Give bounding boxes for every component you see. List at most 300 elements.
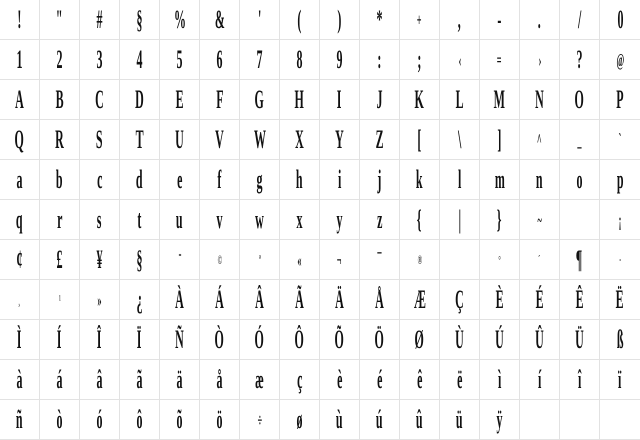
glyph-cell[interactable] bbox=[440, 120, 480, 160]
glyph-character: T bbox=[135, 124, 144, 154]
glyph-cell[interactable] bbox=[80, 240, 120, 280]
glyph-character: ? bbox=[576, 44, 583, 74]
glyph-cell[interactable] bbox=[120, 200, 160, 240]
glyph-character: Û bbox=[535, 324, 544, 354]
glyph-cell[interactable] bbox=[440, 400, 480, 440]
glyph-character: z bbox=[376, 204, 383, 234]
glyph-cell[interactable] bbox=[400, 40, 440, 80]
glyph-cell[interactable] bbox=[520, 120, 560, 160]
glyph-character: î bbox=[577, 364, 582, 394]
glyph-character: , bbox=[458, 4, 461, 34]
glyph-cell[interactable] bbox=[360, 200, 400, 240]
glyph-cell[interactable] bbox=[600, 280, 640, 320]
glyph-cell[interactable] bbox=[0, 40, 40, 80]
glyph-character: " bbox=[56, 4, 63, 34]
glyph-character: c bbox=[96, 164, 103, 194]
glyph-cell[interactable] bbox=[280, 120, 320, 160]
glyph-character: Z bbox=[375, 124, 384, 154]
glyph-character: Ñ bbox=[175, 324, 184, 354]
glyph-character: Ç bbox=[455, 284, 464, 314]
glyph-cell[interactable] bbox=[480, 280, 520, 320]
glyph-character: . bbox=[538, 4, 541, 34]
glyph-cell[interactable] bbox=[240, 80, 280, 120]
glyph-character: ß bbox=[616, 324, 624, 354]
glyph-character: Ö bbox=[374, 324, 385, 354]
glyph-cell[interactable] bbox=[160, 400, 200, 440]
glyph-cell[interactable] bbox=[240, 0, 280, 40]
glyph-cell[interactable] bbox=[120, 80, 160, 120]
glyph-cell[interactable] bbox=[80, 320, 120, 360]
glyph-character: % bbox=[173, 4, 186, 34]
glyph-character: Ã bbox=[295, 284, 304, 314]
glyph-character: @ bbox=[616, 49, 624, 70]
glyph-cell[interactable] bbox=[560, 200, 600, 240]
glyph-cell[interactable] bbox=[80, 40, 120, 80]
glyph-character: ( bbox=[297, 4, 302, 34]
glyph-cell[interactable] bbox=[160, 360, 200, 400]
glyph-cell[interactable] bbox=[520, 80, 560, 120]
glyph-character: M bbox=[493, 84, 506, 114]
glyph-character: ; bbox=[417, 44, 422, 74]
glyph-character: u bbox=[176, 204, 183, 234]
glyph-character: ¡ bbox=[618, 209, 622, 230]
glyph-cell[interactable] bbox=[400, 320, 440, 360]
glyph-cell[interactable] bbox=[120, 360, 160, 400]
glyph-character: ê bbox=[416, 364, 423, 394]
glyph-character: ú bbox=[376, 404, 383, 434]
glyph-cell[interactable] bbox=[80, 200, 120, 240]
glyph-cell[interactable] bbox=[600, 80, 640, 120]
glyph-character: Ó bbox=[254, 324, 265, 354]
glyph-cell[interactable] bbox=[320, 240, 360, 280]
glyph-cell[interactable] bbox=[280, 280, 320, 320]
glyph-character: ö bbox=[216, 404, 223, 434]
glyph-character: * bbox=[376, 4, 383, 34]
glyph-cell[interactable] bbox=[400, 0, 440, 40]
glyph-character: s bbox=[97, 204, 102, 234]
glyph-cell[interactable] bbox=[440, 200, 480, 240]
glyph-character: h bbox=[296, 164, 303, 194]
glyph-character: Ê bbox=[575, 284, 584, 314]
glyph-character: J bbox=[376, 84, 383, 114]
glyph-character: V bbox=[215, 124, 224, 154]
glyph-character: S bbox=[96, 124, 103, 154]
glyph-cell[interactable] bbox=[0, 280, 40, 320]
glyph-cell[interactable] bbox=[360, 280, 400, 320]
glyph-character: · bbox=[619, 252, 621, 267]
glyph-character: Á bbox=[215, 284, 224, 314]
glyph-cell[interactable] bbox=[400, 120, 440, 160]
glyph-character: H bbox=[294, 84, 305, 114]
glyph-cell[interactable] bbox=[320, 360, 360, 400]
glyph-character: 4 bbox=[136, 44, 143, 74]
glyph-character: # bbox=[96, 4, 103, 34]
glyph-character: 0 bbox=[617, 4, 623, 34]
glyph-cell[interactable] bbox=[0, 120, 40, 160]
glyph-cell[interactable] bbox=[440, 0, 480, 40]
glyph-cell[interactable] bbox=[40, 280, 80, 320]
glyph-cell[interactable] bbox=[200, 320, 240, 360]
glyph-character: ] bbox=[497, 124, 502, 154]
glyph-character: ¬ bbox=[337, 249, 342, 270]
glyph-cell[interactable] bbox=[280, 400, 320, 440]
glyph-character: d bbox=[136, 164, 143, 194]
glyph-cell[interactable] bbox=[360, 320, 400, 360]
glyph-character: B bbox=[55, 84, 64, 114]
glyph-cell[interactable] bbox=[440, 40, 480, 80]
glyph-character: C bbox=[95, 84, 104, 114]
glyph-character: ü bbox=[456, 404, 463, 434]
glyph-cell[interactable] bbox=[40, 0, 80, 40]
glyph-cell[interactable] bbox=[0, 360, 40, 400]
glyph-cell[interactable] bbox=[200, 400, 240, 440]
glyph-cell[interactable] bbox=[560, 240, 600, 280]
glyph-cell[interactable] bbox=[160, 120, 200, 160]
glyph-character: í bbox=[537, 364, 542, 394]
glyph-character: Å bbox=[375, 284, 384, 314]
glyph-character: l bbox=[457, 164, 462, 194]
glyph-character: ª bbox=[258, 252, 261, 267]
glyph-cell[interactable] bbox=[480, 320, 520, 360]
glyph-character: L bbox=[455, 84, 464, 114]
glyph-cell[interactable] bbox=[40, 40, 80, 80]
glyph-cell[interactable] bbox=[320, 160, 360, 200]
glyph-cell[interactable] bbox=[560, 320, 600, 360]
glyph-character: 1 bbox=[16, 44, 23, 74]
glyph-character: å bbox=[216, 364, 223, 394]
glyph-cell[interactable] bbox=[40, 120, 80, 160]
glyph-character: ï bbox=[618, 364, 622, 394]
glyph-cell[interactable] bbox=[80, 80, 120, 120]
glyph-character: ô bbox=[136, 404, 143, 434]
glyph-cell[interactable] bbox=[560, 0, 600, 40]
glyph-cell[interactable] bbox=[200, 200, 240, 240]
glyph-cell[interactable] bbox=[40, 360, 80, 400]
glyph-character: W bbox=[253, 124, 266, 154]
glyph-character: + bbox=[417, 9, 422, 30]
glyph-cell[interactable] bbox=[200, 0, 240, 40]
glyph-cell[interactable] bbox=[280, 360, 320, 400]
glyph-cell[interactable] bbox=[520, 200, 560, 240]
glyph-cell[interactable] bbox=[200, 160, 240, 200]
glyph-cell[interactable] bbox=[520, 240, 560, 280]
glyph-cell[interactable] bbox=[600, 360, 640, 400]
glyph-character: ÿ bbox=[496, 404, 503, 434]
glyph-character: Î bbox=[97, 324, 102, 354]
glyph-cell[interactable] bbox=[240, 400, 280, 440]
glyph-cell[interactable] bbox=[80, 160, 120, 200]
glyph-character: A bbox=[15, 84, 24, 114]
glyph-cell[interactable] bbox=[160, 240, 200, 280]
glyph-cell[interactable] bbox=[200, 120, 240, 160]
glyph-cell[interactable] bbox=[240, 240, 280, 280]
glyph-character: ¶ bbox=[576, 244, 583, 274]
glyph-character: æ bbox=[255, 364, 264, 394]
glyph-cell[interactable] bbox=[400, 200, 440, 240]
glyph-cell[interactable] bbox=[160, 200, 200, 240]
glyph-cell[interactable] bbox=[40, 160, 80, 200]
glyph-cell[interactable] bbox=[400, 280, 440, 320]
glyph-cell[interactable] bbox=[520, 160, 560, 200]
glyph-cell[interactable] bbox=[0, 160, 40, 200]
glyph-cell[interactable] bbox=[80, 360, 120, 400]
glyph-character: ì bbox=[497, 364, 502, 394]
glyph-cell[interactable] bbox=[600, 400, 640, 440]
glyph-character: ó bbox=[96, 404, 103, 434]
glyph-cell[interactable] bbox=[360, 400, 400, 440]
glyph-character: i bbox=[337, 164, 342, 194]
glyph-cell[interactable] bbox=[400, 240, 440, 280]
glyph-cell[interactable] bbox=[480, 0, 520, 40]
glyph-cell[interactable] bbox=[200, 360, 240, 400]
glyph-character: o bbox=[576, 164, 583, 194]
glyph-character: n bbox=[536, 164, 543, 194]
glyph-character: ù bbox=[336, 404, 343, 434]
glyph-cell[interactable] bbox=[120, 320, 160, 360]
glyph-character: › bbox=[538, 49, 541, 70]
glyph-cell[interactable] bbox=[600, 160, 640, 200]
glyph-cell[interactable] bbox=[600, 0, 640, 40]
glyph-character: § bbox=[136, 244, 143, 274]
glyph-cell[interactable] bbox=[80, 120, 120, 160]
glyph-character: Â bbox=[255, 284, 264, 314]
glyph-cell[interactable] bbox=[360, 0, 400, 40]
glyph-cell[interactable] bbox=[320, 0, 360, 40]
glyph-character: 2 bbox=[56, 44, 63, 74]
glyph-character: Ü bbox=[575, 324, 584, 354]
glyph-cell[interactable] bbox=[0, 0, 40, 40]
glyph-cell[interactable] bbox=[0, 400, 40, 440]
glyph-cell[interactable] bbox=[120, 400, 160, 440]
glyph-character: Ä bbox=[335, 284, 344, 314]
glyph-character: G bbox=[254, 84, 265, 114]
glyph-character: ç bbox=[296, 364, 303, 394]
glyph-cell[interactable] bbox=[360, 160, 400, 200]
glyph-cell[interactable] bbox=[520, 280, 560, 320]
glyph-cell[interactable] bbox=[160, 160, 200, 200]
glyph-cell[interactable] bbox=[320, 80, 360, 120]
glyph-cell[interactable] bbox=[440, 160, 480, 200]
glyph-cell[interactable] bbox=[440, 240, 480, 280]
glyph-cell[interactable] bbox=[320, 320, 360, 360]
glyph-cell[interactable] bbox=[360, 80, 400, 120]
glyph-cell[interactable] bbox=[0, 80, 40, 120]
glyph-character: r bbox=[56, 204, 63, 234]
glyph-character: b bbox=[56, 164, 63, 194]
glyph-cell[interactable] bbox=[120, 280, 160, 320]
glyph-cell[interactable] bbox=[320, 200, 360, 240]
glyph-cell[interactable] bbox=[40, 200, 80, 240]
glyph-character: K bbox=[414, 84, 425, 114]
glyph-cell[interactable] bbox=[520, 360, 560, 400]
glyph-cell[interactable] bbox=[40, 80, 80, 120]
glyph-character: ! bbox=[17, 4, 22, 34]
glyph-cell[interactable] bbox=[120, 0, 160, 40]
glyph-cell[interactable] bbox=[560, 40, 600, 80]
glyph-cell[interactable] bbox=[600, 40, 640, 80]
glyph-cell[interactable] bbox=[0, 320, 40, 360]
glyph-cell[interactable] bbox=[240, 200, 280, 240]
glyph-cell[interactable] bbox=[440, 360, 480, 400]
glyph-cell[interactable] bbox=[240, 360, 280, 400]
glyph-character: q bbox=[16, 204, 23, 234]
glyph-cell[interactable] bbox=[520, 320, 560, 360]
glyph-character: k bbox=[416, 164, 423, 194]
glyph-cell[interactable] bbox=[200, 40, 240, 80]
glyph-cell[interactable] bbox=[480, 160, 520, 200]
glyph-cell[interactable] bbox=[240, 160, 280, 200]
glyph-cell[interactable] bbox=[440, 280, 480, 320]
glyph-character: ¸ bbox=[18, 292, 21, 307]
glyph-cell[interactable] bbox=[200, 240, 240, 280]
glyph-cell[interactable] bbox=[200, 80, 240, 120]
glyph-cell[interactable] bbox=[240, 280, 280, 320]
glyph-cell[interactable] bbox=[440, 320, 480, 360]
glyph-cell[interactable] bbox=[320, 400, 360, 440]
glyph-character: 3 bbox=[96, 44, 103, 74]
glyph-character: N bbox=[535, 84, 544, 114]
glyph-cell[interactable] bbox=[280, 0, 320, 40]
glyph-character: & bbox=[214, 4, 225, 34]
glyph-character: ´ bbox=[538, 252, 541, 267]
glyph-cell[interactable] bbox=[80, 400, 120, 440]
glyph-cell[interactable] bbox=[480, 80, 520, 120]
glyph-character: ÷ bbox=[257, 409, 262, 430]
glyph-cell[interactable] bbox=[400, 360, 440, 400]
glyph-cell[interactable] bbox=[40, 320, 80, 360]
glyph-character: Í bbox=[57, 324, 62, 354]
glyph-cell[interactable] bbox=[560, 160, 600, 200]
glyph-character: R bbox=[55, 124, 64, 154]
glyph-character: Ò bbox=[214, 324, 225, 354]
glyph-character: { bbox=[417, 204, 422, 234]
glyph-cell[interactable] bbox=[160, 40, 200, 80]
glyph-character: è bbox=[336, 364, 343, 394]
glyph-character: É bbox=[535, 284, 544, 314]
glyph-cell[interactable] bbox=[200, 280, 240, 320]
glyph-character: 8 bbox=[296, 44, 303, 74]
glyph-character: Ø bbox=[414, 324, 425, 354]
glyph-character: ¥ bbox=[96, 244, 103, 274]
glyph-character: ¿ bbox=[136, 284, 143, 314]
glyph-cell[interactable] bbox=[120, 160, 160, 200]
glyph-cell[interactable] bbox=[480, 360, 520, 400]
glyph-cell[interactable] bbox=[280, 240, 320, 280]
glyph-cell[interactable] bbox=[520, 40, 560, 80]
glyph-cell[interactable] bbox=[280, 320, 320, 360]
glyph-character: ë bbox=[456, 364, 463, 394]
glyph-cell[interactable] bbox=[560, 400, 600, 440]
glyph-cell[interactable] bbox=[320, 120, 360, 160]
glyph-character: w bbox=[255, 204, 264, 234]
glyph-character: P bbox=[616, 84, 624, 114]
glyph-character: m bbox=[494, 164, 505, 194]
glyph-cell[interactable] bbox=[480, 40, 520, 80]
glyph-cell[interactable] bbox=[520, 0, 560, 40]
glyph-cell[interactable] bbox=[520, 400, 560, 440]
glyph-cell[interactable] bbox=[400, 160, 440, 200]
glyph-character: Ì bbox=[17, 324, 22, 354]
glyph-cell[interactable] bbox=[440, 80, 480, 120]
glyph-cell[interactable] bbox=[560, 360, 600, 400]
glyph-cell[interactable] bbox=[480, 240, 520, 280]
glyph-character: g bbox=[256, 164, 263, 194]
glyph-cell[interactable] bbox=[240, 320, 280, 360]
glyph-cell[interactable] bbox=[560, 80, 600, 120]
glyph-cell[interactable] bbox=[80, 0, 120, 40]
glyph-cell[interactable] bbox=[360, 360, 400, 400]
glyph-cell[interactable] bbox=[280, 80, 320, 120]
glyph-cell[interactable] bbox=[0, 240, 40, 280]
glyph-character: D bbox=[135, 84, 144, 114]
glyph-character: Æ bbox=[413, 284, 426, 314]
glyph-character: y bbox=[336, 204, 343, 234]
glyph-cell[interactable] bbox=[600, 120, 640, 160]
glyph-character: ` bbox=[618, 129, 622, 150]
glyph-cell[interactable] bbox=[560, 120, 600, 160]
glyph-cell[interactable] bbox=[560, 280, 600, 320]
glyph-character: £ bbox=[56, 244, 63, 274]
glyph-cell[interactable] bbox=[120, 120, 160, 160]
glyph-cell[interactable] bbox=[320, 40, 360, 80]
glyph-cell[interactable] bbox=[280, 40, 320, 80]
glyph-cell[interactable] bbox=[120, 240, 160, 280]
glyph-cell[interactable] bbox=[360, 240, 400, 280]
glyph-cell[interactable] bbox=[360, 120, 400, 160]
glyph-cell[interactable] bbox=[240, 120, 280, 160]
glyph-cell[interactable] bbox=[600, 240, 640, 280]
glyph-cell[interactable] bbox=[320, 280, 360, 320]
glyph-cell[interactable] bbox=[160, 280, 200, 320]
glyph-cell[interactable] bbox=[0, 200, 40, 240]
glyph-character: á bbox=[56, 364, 63, 394]
glyph-cell[interactable] bbox=[280, 160, 320, 200]
glyph-character: ¹ bbox=[58, 292, 61, 307]
glyph-character: Ô bbox=[294, 324, 305, 354]
glyph-character: ° bbox=[498, 252, 501, 267]
glyph-cell[interactable] bbox=[360, 40, 400, 80]
glyph-cell[interactable] bbox=[280, 200, 320, 240]
glyph-cell[interactable] bbox=[480, 200, 520, 240]
glyph-cell[interactable] bbox=[240, 40, 280, 80]
glyph-character: ñ bbox=[16, 404, 23, 434]
glyph-character: ø bbox=[296, 404, 303, 434]
glyph-character: Õ bbox=[334, 324, 345, 354]
glyph-cell[interactable] bbox=[160, 0, 200, 40]
glyph-character: ¢ bbox=[16, 244, 23, 274]
glyph-cell[interactable] bbox=[480, 120, 520, 160]
glyph-character: - bbox=[497, 4, 502, 34]
glyph-character: õ bbox=[176, 404, 183, 434]
glyph-character: x bbox=[296, 204, 303, 234]
glyph-cell[interactable] bbox=[600, 200, 640, 240]
glyph-cell[interactable] bbox=[160, 80, 200, 120]
glyph-cell[interactable] bbox=[480, 400, 520, 440]
glyph-cell[interactable] bbox=[40, 400, 80, 440]
glyph-cell[interactable] bbox=[600, 320, 640, 360]
glyph-cell[interactable] bbox=[160, 320, 200, 360]
glyph-cell[interactable] bbox=[40, 240, 80, 280]
glyph-character: ^ bbox=[537, 129, 542, 150]
glyph-cell[interactable] bbox=[120, 40, 160, 80]
glyph-cell[interactable] bbox=[400, 80, 440, 120]
glyph-character: \ bbox=[457, 124, 462, 154]
glyph-character: Ú bbox=[495, 324, 504, 354]
glyph-character: 9 bbox=[336, 44, 343, 74]
glyph-cell[interactable] bbox=[400, 400, 440, 440]
glyph-cell[interactable] bbox=[80, 280, 120, 320]
glyph-character: : bbox=[377, 44, 382, 74]
